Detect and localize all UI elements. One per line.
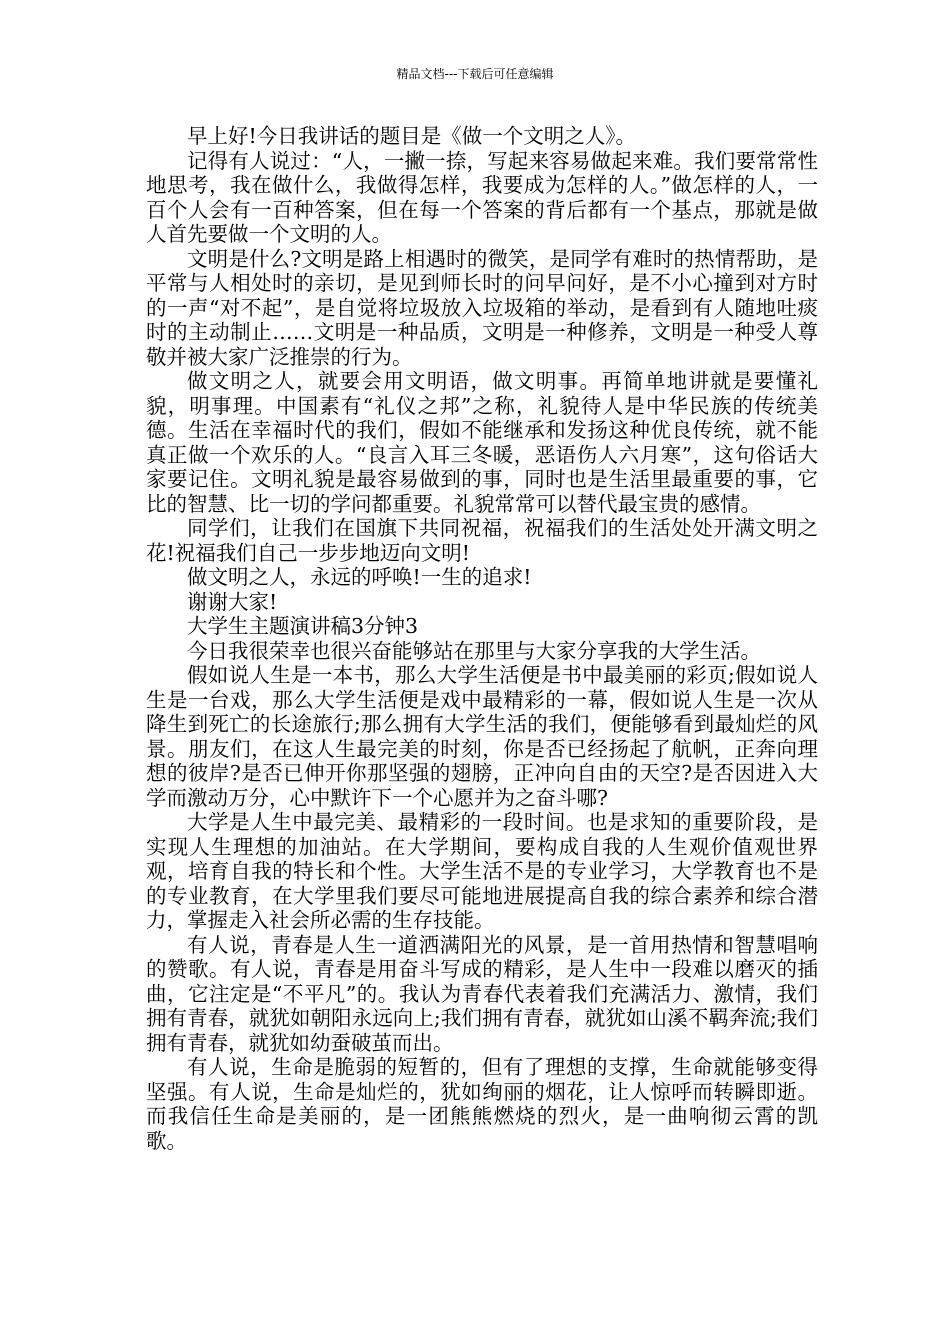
paragraph: 大学是人生中最完美、最精彩的一段时间。也是求知的重要阶段，是实现人生理想的加油站。在大学期间，要构成自我的人生观价值观世界观，培育自我的特长和个性。大学生活不是的专业学习，大学教育也不是的专业教育，在大学里我们要尽可能地进展提高自我的综合素养和综合潜力，掌握走入社会所必需的生存技能。 — [146, 810, 818, 932]
paragraph-greeting: 早上好!今日我讲话的题目是《做一个文明之人》。 — [187, 124, 636, 148]
section-title: 大学生主题演讲稿3分钟3 — [187, 614, 419, 638]
paragraph: 今日我很荣幸也很兴奋能够站在那里与大家分享我的大学生活。 — [187, 638, 761, 663]
paragraph: 有人说，青春是人生一道洒满阳光的风景，是一首用热情和智慧唱响的赞歌。有人说，青春是用奋斗写成的精彩，是人生中一段难以磨灭的插曲，它注定是“不平凡”的。我认为青春代表着我们充满活力、激情，我们拥有青春，就犹如朝阳永远向上;我们拥有青春，就犹如山溪不羁奔流;我们拥有青春，就犹如幼蚕破茧而出。 — [146, 932, 818, 1055]
page-header: 精品文档---下载后可任意编辑 — [396, 67, 554, 81]
paragraph: 做文明之人，就要会用文明语，做文明事。再简单地讲就是要懂礼貌，明事理。中国素有“礼仪之邦”之称，礼貌待人是中华民族的传统美德。生活在幸福时代的我们，假如不能继承和发扬这种优良传统，就不能真正做一个欢乐的人。“良言入耳三冬暖，恶语伤人六月寒”，这句俗话大家要记住。文明礼貌是最容易做到的事，同时也是生活里最重要的事，它比的智慧、比一切的学问都重要。礼貌常常可以替代最宝贵的感情。 — [146, 369, 818, 516]
paragraph: 有人说，生命是脆弱的短暂的，但有了理想的支撑，生命就能够变得坚强。有人说，生命是灿烂的，犹如绚丽的烟花，让人惊呼而转瞬即逝。而我信任生命是美丽的，是一团熊熊燃烧的烈火，是一曲响彻云霄的凯歌。 — [146, 1055, 818, 1153]
paragraph-thanks: 谢谢大家! — [187, 589, 278, 614]
paragraph: 假如说人生是一本书，那么大学生活便是书中最美丽的彩页;假如说人生是一台戏，那么大学生活便是戏中最精彩的一幕，假如说人生是一次从降生到死亡的长途旅行;那么拥有大学生活的我们，便能够看到最灿烂的风景。朋友们，在这人生最完美的时刻，你是否已经扬起了航帆，正奔向理想的彼岸?是否已伸开你那坚强的翅膀，正冲向自由的天空?是否因进入大学而激动万分，心中默许下一个心愿并为之奋斗哪? — [146, 663, 818, 810]
document-body — [146, 124, 818, 1153]
paragraph: 同学们，让我们在国旗下共同祝福，祝福我们的生活处处开满文明之花!祝福我们自己一步步地迈向文明! — [146, 516, 818, 565]
paragraph: 文明是什么?文明是路上相遇时的微笑，是同学有难时的热情帮助，是平常与人相处时的亲切，是见到师长时的问早问好，是不小心撞到对方时的一声“对不起”，是自觉将垃圾放入垃圾箱的举动，是看到有人随地吐痰时的主动制止……文明是一种品质，文明是一种修养，文明是一种受人尊敬并被大家广泛推崇的行为。 — [146, 246, 818, 369]
paragraph: 做文明之人，永远的呼唤!一生的追求! — [187, 565, 532, 589]
paragraph: 记得有人说过：“人，一撇一捺，写起来容易做起来难。我们要常常性地思考，我在做什么，我做得怎样，我要成为怎样的人。”做怎样的人，一百个人会有一百种答案，但在每一个答案的背后都有一个基点，那就是做人首先要做一个文明的人。 — [146, 148, 818, 246]
